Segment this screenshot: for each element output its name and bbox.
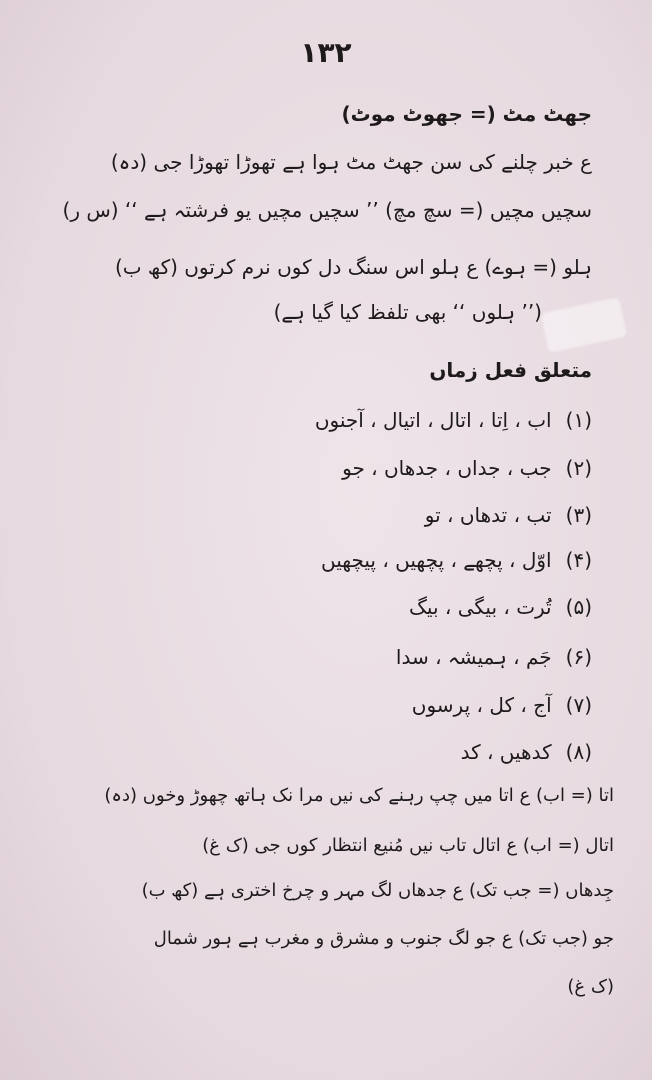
list-item: [412, 693, 592, 717]
list-text: اوّل ، پچھے ، پچھیں ، پیچھیں: [321, 548, 552, 572]
list-item: [425, 503, 592, 527]
list-text: تب ، تدھاں ، تو: [424, 503, 552, 527]
list-text: کدھیں ، کد: [460, 740, 552, 764]
list-text: جَم ، ہمیشہ ، سدا: [395, 645, 552, 669]
list-number: (۵): [565, 595, 592, 619]
example-line: جو (جب تک) ع جو لگ جنوب و مشرق و مغرب ہے ہور شمال: [153, 928, 614, 949]
intro-line: (’’ ہلوں ‘‘ بھی تلفظ کیا گیا ہے): [273, 300, 542, 324]
list-item: [461, 740, 592, 764]
list-text: آج ، کل ، پرسوں: [411, 693, 552, 717]
list-item: [315, 408, 592, 432]
list-number: (۸): [565, 740, 592, 764]
list-text: اب ، اِتا ، اتال ، اتیال ، آجنوں: [314, 408, 552, 432]
intro-line: سچیں مچیں (= سچ مچ) ’’ سچیں مچیں یو فرشتہ ہے ‘‘ (س ر): [62, 198, 592, 222]
example-line: جِدھاں (= جب تک) ع جدھاں لگ مہر و چرخ اختری ہے (کھ ب): [141, 880, 614, 901]
list-number: (۴): [565, 548, 592, 572]
example-line: اتا (= اب) ع اتا میں چپ رہنے کی نیں مرا نک ہاتھ چھوڑ وخوں (دہ): [104, 785, 614, 806]
list-number: (۷): [565, 693, 592, 717]
list-number: (۶): [565, 645, 592, 669]
list-text: جب ، جداں ، جدھاں ، جو: [342, 456, 552, 480]
list-number: (۳): [565, 503, 592, 527]
paper-smudge: [541, 297, 628, 353]
intro-line: ہلو (= ہوے) ع ہلو اس سنگ دل کوں نرم کرتوں (کھ ب): [114, 255, 592, 279]
intro-line: ع خبر چلنے کی سن جھٹ مٹ ہوا ہے تھوڑا تھوڑا جی (دہ): [110, 150, 592, 174]
list-item: [396, 645, 592, 669]
example-line: اتال (= اب) ع اتال تاب نیں مُنیع انتظار کوں جی (ک غ): [202, 835, 614, 856]
example-line: (ک غ): [567, 976, 614, 997]
list-item: [409, 595, 592, 619]
section-heading: متعلق فعل زماں: [429, 358, 592, 382]
section-heading: جھٹ مٹ (= جھوٹ موٹ): [341, 102, 592, 126]
list-item: [321, 548, 592, 572]
list-number: (۱): [565, 408, 592, 432]
page-number: ۱۳۲: [300, 36, 352, 69]
list-number: (۲): [565, 456, 592, 480]
list-text: تُرت ، بیگی ، بیگ: [409, 595, 552, 619]
list-item: [342, 456, 592, 480]
